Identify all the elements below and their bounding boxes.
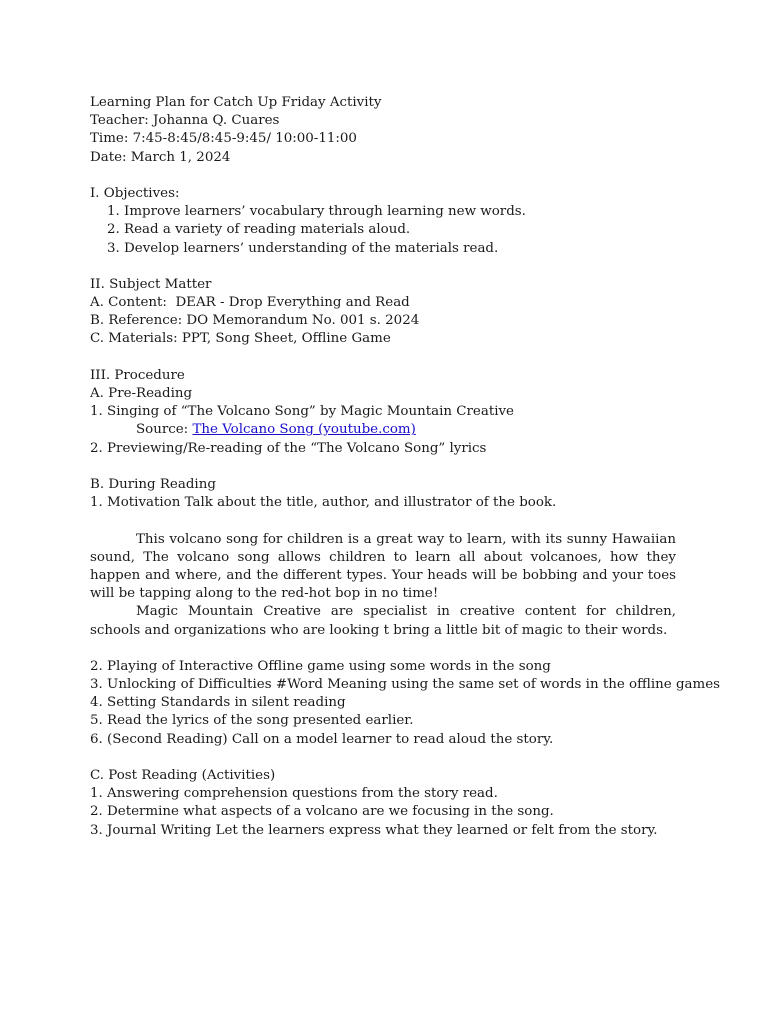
- objective-item: 3. Develop learners’ understanding of the materials read.: [107, 240, 499, 256]
- during-reading-item: 6. (Second Reading) Call on a model learner to read aloud the story.: [90, 731, 554, 747]
- volcano-song-link[interactable]: The Volcano Song (youtube.com): [192, 422, 416, 438]
- source-label: Source:: [136, 422, 193, 438]
- during-reading-item: 1. Motivation Talk about the title, author, and illustrator of the book.: [90, 495, 557, 511]
- subject-reference: B. Reference: DO Memorandum No. 001 s. 2024: [90, 313, 420, 329]
- spacer: [90, 167, 676, 185]
- creator-description-paragraph: Magic Mountain Creative are specialist in creative content for children, schools and organizations who are looking t bring a little bit of magic to their words.: [90, 604, 676, 638]
- pre-reading-item: 2. Previewing/Re-reading of the “The Volcano Song” lyrics: [90, 440, 487, 456]
- during-reading-heading: B. During Reading: [90, 476, 216, 492]
- pre-reading-heading: A. Pre-Reading: [90, 386, 193, 401]
- date-line: Date: March 1, 2024: [90, 149, 231, 165]
- spacer: [90, 458, 676, 476]
- during-reading-item: 3. Unlocking of Difficulties #Word Meaning using the same set of words in the offline games: [90, 677, 721, 693]
- during-reading-item: 2. Playing of Interactive Offline game using some words in the song: [90, 658, 551, 674]
- document-page: [90, 94, 721, 840]
- objectives-heading: I. Objectives:: [90, 185, 180, 201]
- during-reading-item: 4. Setting Standards in silent reading: [90, 695, 346, 711]
- subject-content: A. Content: DEAR - Drop Everything and Read: [90, 295, 410, 311]
- teacher-line: Teacher: Johanna Q. Cuares: [90, 113, 280, 129]
- during-reading-item: 5. Read the lyrics of the song presented earlier.: [90, 713, 414, 729]
- spacer: [90, 258, 676, 276]
- post-reading-heading: C. Post Reading (Activities): [90, 768, 276, 784]
- post-reading-item: 3. Journal Writing Let the learners express what they learned or felt from the story.: [90, 822, 658, 838]
- post-reading-item: 2. Determine what aspects of a volcano are we focusing in the song.: [90, 804, 554, 820]
- spacer: [90, 749, 676, 767]
- spacer: [90, 512, 676, 530]
- post-reading-item: 1. Answering comprehension questions from the story read.: [90, 786, 498, 802]
- pre-reading-item: 1. Singing of “The Volcano Song” by Magic Mountain Creative: [90, 404, 514, 420]
- procedure-heading: III. Procedure: [90, 367, 185, 383]
- objective-item: 1. Improve learners’ vocabulary through learning new words.: [107, 204, 526, 220]
- time-line: Time: 7:45-8:45/8:45-9:45/ 10:00-11:00: [90, 131, 357, 147]
- song-description-paragraph: This volcano song for children is a great way to learn, with its sunny Hawaiian sound, The volcano song allows children to learn all about volcanoes, how they happen and where, and the different types. Your heads will be bobbing and your toes will be tapping along to the red-hot bop in no time!: [90, 531, 676, 602]
- objective-item: 2. Read a variety of reading materials aloud.: [107, 222, 411, 238]
- source-line: [90, 421, 676, 439]
- document-title: Learning Plan for Catch Up Friday Activity: [90, 95, 382, 110]
- spacer: [90, 640, 676, 658]
- subject-materials: C. Materials: PPT, Song Sheet, Offline Game: [90, 331, 391, 347]
- spacer: [90, 349, 676, 367]
- subject-matter-heading: II. Subject Matter: [90, 276, 212, 292]
